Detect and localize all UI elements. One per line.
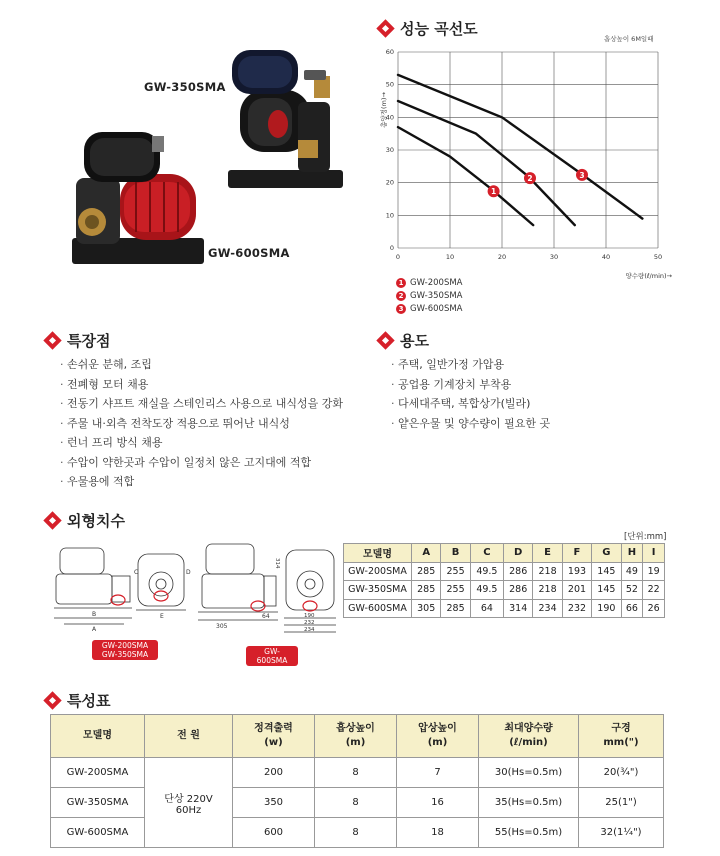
table-cell: 8 bbox=[315, 788, 397, 818]
table-header-cell: 구경 mm(") bbox=[579, 715, 664, 758]
table-cell: 350 bbox=[233, 788, 315, 818]
table-cell: 49 bbox=[621, 562, 643, 581]
specs-title: 특성표 bbox=[46, 690, 110, 711]
table-cell: 600 bbox=[233, 818, 315, 848]
product-image-gw-600sma bbox=[64, 126, 214, 268]
list-item: · 공업용 기계장치 부착용 bbox=[391, 375, 550, 395]
table-cell: 218 bbox=[533, 581, 562, 600]
list-item: · 손쉬운 분해, 조립 bbox=[60, 355, 343, 375]
table-header-cell: B bbox=[441, 544, 470, 563]
performance-title: 성능 곡선도 bbox=[379, 18, 478, 39]
table-cell: 200 bbox=[233, 758, 315, 788]
diamond-bullet-icon bbox=[43, 511, 61, 529]
table-cell: 193 bbox=[562, 562, 591, 581]
product-image-gw-350sma bbox=[218, 42, 353, 192]
table-header-cell: E bbox=[533, 544, 562, 563]
series-marker-label-2: 2 bbox=[527, 174, 533, 184]
table-cell: 7 bbox=[397, 758, 479, 788]
table-cell: 52 bbox=[621, 581, 643, 600]
legend-item: 3 GW-600SMA bbox=[396, 303, 462, 316]
specs-table bbox=[50, 714, 664, 848]
table-cell: 286 bbox=[504, 581, 533, 600]
x-tick-label: 30 bbox=[549, 253, 559, 261]
table-cell: 190 bbox=[592, 599, 621, 618]
table-cell: 201 bbox=[562, 581, 591, 600]
dim-label: B bbox=[92, 611, 97, 618]
table-cell: 305 bbox=[412, 599, 441, 618]
y-tick-label: 10 bbox=[385, 211, 394, 220]
table-cell: 145 bbox=[592, 581, 621, 600]
table-row bbox=[344, 581, 665, 600]
table-cell: 255 bbox=[441, 581, 470, 600]
x-axis-label: 양수량(ℓ/min)→ bbox=[625, 272, 672, 280]
y-tick-label: 30 bbox=[385, 146, 394, 154]
table-cell: 55(Hs=0.5m) bbox=[479, 818, 579, 848]
table-cell: 8 bbox=[315, 758, 397, 788]
y-tick-label: 60 bbox=[385, 48, 394, 56]
table-row bbox=[344, 562, 665, 581]
dim-label: 190 bbox=[304, 613, 315, 619]
table-cell: GW-600SMA bbox=[344, 599, 412, 618]
list-item: · 수압이 약한곳과 수압이 일정치 않은 고지대에 적합 bbox=[60, 453, 343, 473]
table-cell: GW-600SMA bbox=[51, 818, 145, 848]
list-item: · 주물 내·외측 전착도장 적용으로 뛰어난 내식성 bbox=[60, 414, 343, 434]
drawing-gw-200-350 bbox=[52, 534, 192, 634]
table-row bbox=[51, 788, 664, 818]
diamond-bullet-icon bbox=[376, 331, 394, 349]
diamond-bullet-icon bbox=[43, 691, 61, 709]
table-header-cell: C bbox=[470, 544, 503, 563]
dim-label: 305 bbox=[216, 623, 228, 630]
uses-title: 용도 bbox=[379, 330, 429, 351]
x-tick-label: 50 bbox=[653, 253, 663, 261]
list-item: · 얕은우물 및 양수량이 필요한 곳 bbox=[391, 414, 550, 434]
table-cell: 255 bbox=[441, 562, 470, 581]
drawing-tag-200-350: GW-200SMA GW-350SMA bbox=[92, 640, 158, 660]
table-cell: GW-200SMA bbox=[344, 562, 412, 581]
table-cell: 25(1") bbox=[579, 788, 664, 818]
table-header-cell: D bbox=[504, 544, 533, 563]
table-cell: GW-350SMA bbox=[51, 788, 145, 818]
legend-item: 1 GW-200SMA bbox=[396, 277, 462, 290]
x-tick-label: 0 bbox=[395, 253, 401, 261]
features-title: 특장점 bbox=[46, 330, 110, 351]
table-cell: 286 bbox=[504, 562, 533, 581]
table-cell: 285 bbox=[412, 581, 441, 600]
y-tick-label: 0 bbox=[389, 244, 394, 252]
table-cell: 234 bbox=[533, 599, 562, 618]
table-cell: 49.5 bbox=[470, 581, 503, 600]
table-cell: 285 bbox=[412, 562, 441, 581]
table-cell: 19 bbox=[643, 562, 665, 581]
y-tick-label: 40 bbox=[385, 113, 394, 122]
table-header-cell: H bbox=[621, 544, 643, 563]
x-tick-label: 20 bbox=[497, 253, 507, 261]
y-tick-label: 50 bbox=[385, 80, 394, 89]
drawing-tag-600: GW-600SMA bbox=[246, 646, 298, 666]
table-header-cell: 모델명 bbox=[344, 544, 412, 563]
performance-chart bbox=[376, 44, 676, 292]
table-header-row bbox=[51, 715, 664, 758]
dimensions-title: 외형치수 bbox=[46, 510, 125, 531]
list-item: · 다세대주택, 복합상가(빌라) bbox=[391, 394, 550, 414]
x-tick-label: 40 bbox=[601, 253, 611, 261]
table-header-cell: 흡상높이 (m) bbox=[315, 715, 397, 758]
table-row bbox=[51, 758, 664, 788]
table-cell: 26 bbox=[643, 599, 665, 618]
list-item: · 우물용에 적합 bbox=[60, 472, 343, 492]
table-cell: GW-350SMA bbox=[344, 581, 412, 600]
list-item: · 전동기 샤프트 재실을 스테인리스 사용으로 내식성을 강화 bbox=[60, 394, 343, 414]
dim-label: 64 bbox=[262, 613, 270, 620]
table-row bbox=[51, 818, 664, 848]
table-header-cell: A bbox=[412, 544, 441, 563]
table-cell: 314 bbox=[504, 599, 533, 618]
series-marker-label-1: 1 bbox=[490, 187, 497, 197]
performance-note: 흡상높이 6M일때 bbox=[604, 35, 654, 43]
drawing-gw-600 bbox=[196, 536, 342, 640]
table-cell: 285 bbox=[441, 599, 470, 618]
dim-label: A bbox=[92, 626, 97, 633]
series-marker-label-3: 3 bbox=[579, 170, 585, 180]
table-header-cell: 정격출력 (w) bbox=[233, 715, 315, 758]
series-line-1 bbox=[398, 127, 533, 225]
dim-label: 232 bbox=[304, 620, 315, 626]
table-header-cell: 전 원 bbox=[145, 715, 233, 758]
table-cell: 49.5 bbox=[470, 562, 503, 581]
table-cell: 22 bbox=[643, 581, 665, 600]
product-label-gw-350sma: GW-350SMA bbox=[144, 80, 226, 94]
dimensions-table bbox=[343, 543, 665, 618]
table-cell: 232 bbox=[562, 599, 591, 618]
dim-label: C bbox=[134, 569, 139, 576]
uses-list bbox=[391, 355, 550, 433]
list-item: · 런너 프리 방식 채용 bbox=[60, 433, 343, 453]
table-cell: 18 bbox=[397, 818, 479, 848]
dim-label: 314 bbox=[274, 558, 280, 569]
table-cell: 30(Hs=0.5m) bbox=[479, 758, 579, 788]
table-header-cell: F bbox=[562, 544, 591, 563]
x-tick-label: 10 bbox=[445, 253, 455, 261]
dimensions-unit: [단위:mm] bbox=[624, 532, 667, 542]
table-header-row bbox=[344, 544, 665, 563]
y-axis-label: 총양정(m)→ bbox=[380, 92, 388, 128]
table-cell: 20(¾") bbox=[579, 758, 664, 788]
table-cell: GW-200SMA bbox=[51, 758, 145, 788]
power-cell: 단상 220V 60Hz bbox=[145, 758, 233, 848]
diamond-bullet-icon bbox=[376, 19, 394, 37]
table-header-cell: G bbox=[592, 544, 621, 563]
y-tick-label: 20 bbox=[385, 178, 394, 187]
list-item: · 주택, 일반가정 가압용 bbox=[391, 355, 550, 375]
diamond-bullet-icon bbox=[43, 331, 61, 349]
table-cell: 8 bbox=[315, 818, 397, 848]
dim-label: E bbox=[160, 613, 164, 620]
features-list bbox=[60, 355, 343, 492]
list-item: · 전폐형 모터 채용 bbox=[60, 375, 343, 395]
dim-label: D bbox=[186, 569, 191, 576]
table-cell: 35(Hs=0.5m) bbox=[479, 788, 579, 818]
product-label-gw-600sma: GW-600SMA bbox=[208, 246, 290, 260]
table-cell: 16 bbox=[397, 788, 479, 818]
chart-legend bbox=[396, 277, 462, 316]
table-cell: 218 bbox=[533, 562, 562, 581]
table-cell: 66 bbox=[621, 599, 643, 618]
legend-item: 2 GW-350SMA bbox=[396, 290, 462, 303]
table-header-cell: 모델명 bbox=[51, 715, 145, 758]
table-header-cell: I bbox=[643, 544, 665, 563]
series-line-2 bbox=[398, 101, 575, 225]
dim-label: 234 bbox=[304, 627, 315, 633]
table-cell: 64 bbox=[470, 599, 503, 618]
table-cell: 145 bbox=[592, 562, 621, 581]
table-row bbox=[344, 599, 665, 618]
table-header-cell: 최대양수량 (ℓ/min) bbox=[479, 715, 579, 758]
table-cell: 32(1¼") bbox=[579, 818, 664, 848]
table-header-cell: 압상높이 (m) bbox=[397, 715, 479, 758]
